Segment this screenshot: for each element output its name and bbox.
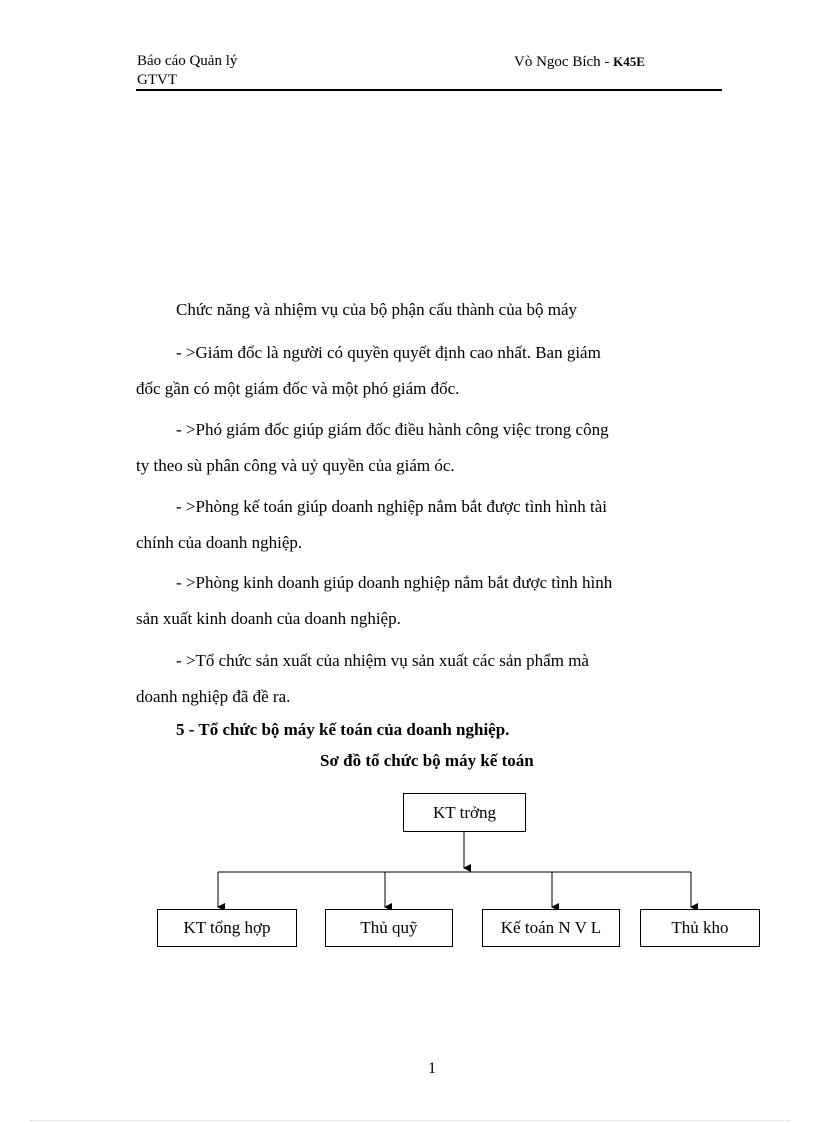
org-box-label: KT tổng hợp (183, 918, 271, 937)
paragraph-line: chính của doanh nghiệp. (136, 533, 303, 552)
paragraph-line: - >Phó giám đốc giúp giám đốc điều hành công việc trong công (176, 420, 609, 439)
org-box-label: KT trởng (433, 802, 496, 822)
org-box-label: Thủ kho (671, 918, 729, 937)
paragraph-line: doanh nghiệp đã đề ra. (136, 687, 291, 706)
report-title: Báo cáo Quản lý (137, 53, 238, 69)
author-name: Vò Ngoc Bích - (514, 54, 610, 70)
report-subtitle: GTVT (137, 72, 177, 88)
paragraph-line: đốc gần có một giám đốc và một phó giám đốc. (136, 379, 460, 398)
org-box-storekeeper (640, 909, 760, 947)
paragraph-line: - >Phòng kế toán giúp doanh nghiệp nắm bắt được tình hình tài (176, 497, 608, 516)
intro-paragraph: Chức năng và nhiệm vụ của bộ phận cấu thành của bộ máy (176, 300, 578, 319)
org-box-materials-accountant (482, 909, 620, 947)
class-code: K45E (613, 54, 645, 69)
org-box-general-accountant (157, 909, 297, 947)
paragraph-line: - >Giám đốc là người có quyền quyết định cao nhất. Ban giám (176, 343, 601, 362)
diagram-title: Sơ đồ tổ chức bộ máy kế toán (320, 751, 534, 770)
paragraph-line: - >Phòng kinh doanh giúp doanh nghiệp nắm bắt được tình hình (176, 573, 613, 592)
page-bottom-divider (30, 1120, 790, 1121)
paragraph-line: ty theo sù phân công và uỷ quyền của giám óc. (136, 456, 455, 475)
org-box-chief-accountant (403, 793, 526, 832)
org-box-label: Thủ quỹ (360, 918, 418, 937)
org-box-cashier (325, 909, 453, 947)
paragraph-line: - >Tổ chức sản xuất của nhiệm vụ sản xuất các sản phẩm mà (176, 651, 589, 670)
page-number: 1 (428, 1060, 436, 1077)
paragraph-line: sản xuất kinh doanh của doanh nghiệp. (136, 609, 401, 628)
org-box-label: Kế toán N V L (500, 918, 602, 937)
section-heading: 5 - Tổ chức bộ máy kế toán của doanh nghiệp. (176, 720, 510, 739)
